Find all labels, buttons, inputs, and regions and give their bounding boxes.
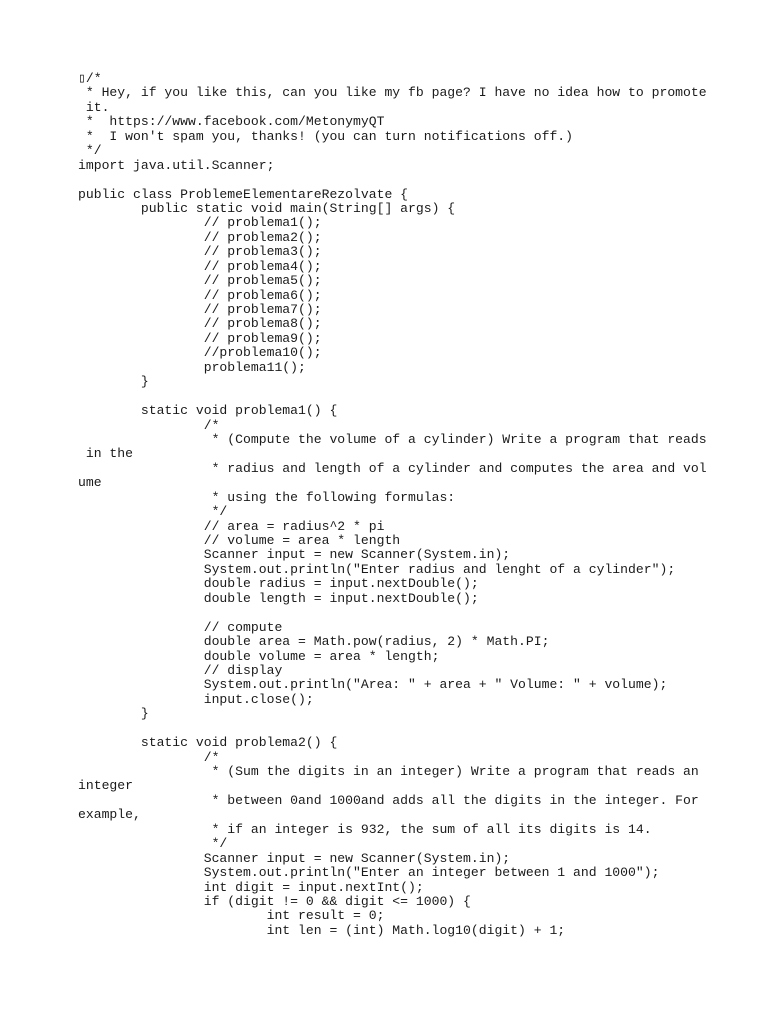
code-line: // compute [78,619,283,635]
code-line: if (digit != 0 && digit <= 1000) { [78,893,471,909]
code-line: */ [78,504,228,520]
code-line: // problema6(); [78,287,322,303]
code-line: * https://www.facebook.com/MetonymyQT [78,114,385,130]
code-line: // display [78,662,283,678]
code-line: int result = 0; [78,908,385,924]
code-line: problema11(); [78,359,306,375]
code-line: static void problema1() { [78,403,338,419]
code-line: double area = Math.pow(radius, 2) * Math.PI; [78,634,550,650]
code-line: * if an integer is 932, the sum of all its digits is 14. [78,821,652,837]
code-line: public static void main(String[] args) { [78,200,456,216]
code-line: input.close(); [78,691,314,707]
code-line [78,722,707,736]
code-line: import java.util.Scanner; [78,157,275,173]
code-line: System.out.println("Enter radius and lenght of a cylinder"); [78,561,676,577]
code-line: example, [78,807,141,823]
code-line: //problema10(); [78,345,322,361]
code-line: * radius and length of a cylinder and computes the area and vol [78,460,707,476]
code-line [78,173,707,187]
code-line: System.out.println("Enter an integer between 1 and 1000"); [78,865,660,881]
code-line: Scanner input = new Scanner(System.in); [78,547,511,563]
code-line: /* [78,749,220,765]
code-line: // problema8(); [78,316,322,332]
code-line: // problema2(); [78,229,322,245]
code-line: it. [78,99,110,115]
code-line [78,390,707,404]
code-line: */ [78,143,102,159]
code-line: in the [78,446,134,462]
code-line: /* [78,417,220,433]
code-line: integer [78,778,134,794]
code-line: ▯/* [78,71,102,86]
code-line: static void problema2() { [78,735,338,751]
code-line: double volume = area * length; [78,648,440,664]
code-line: } [78,706,149,722]
code-line: // problema1(); [78,215,322,231]
code-line: // problema7(); [78,302,322,317]
code-line: ume [78,475,102,491]
code-line: * (Sum the digits in an integer) Write a program that reads an [78,764,699,779]
code-line: * between 0and 1000and adds all the digits in the integer. For [78,792,699,808]
code-line: public class ProblemeElementareRezolvate { [78,186,409,202]
code-line: // problema9(); [78,330,322,346]
code-line: // problema3(); [78,244,322,260]
code-line: double length = input.nextDouble(); [78,590,479,606]
code-line: } [78,374,149,390]
source-code-listing [78,72,707,938]
code-line: int digit = input.nextInt(); [78,879,424,895]
code-line: // problema5(); [78,273,322,289]
code-line: * using the following formulas: [78,489,456,505]
code-line [78,606,707,620]
code-line: Scanner input = new Scanner(System.in); [78,850,511,866]
code-line: * I won't spam you, thanks! (you can turn notifications off.) [78,128,574,144]
code-line: */ [78,836,228,852]
code-line: * (Compute the volume of a cylinder) Write a program that reads [78,431,707,447]
code-line: // area = radius^2 * pi [78,518,385,534]
code-line: // volume = area * length [78,533,401,548]
code-line: * Hey, if you like this, can you like my fb page? I have no idea how to promote [78,85,707,101]
code-line: double radius = input.nextDouble(); [78,576,479,592]
code-line: // problema4(); [78,258,322,274]
code-line: System.out.println("Area: " + area + " Volume: " + volume); [78,677,668,693]
code-line: int len = (int) Math.log10(digit) + 1; [78,922,566,938]
